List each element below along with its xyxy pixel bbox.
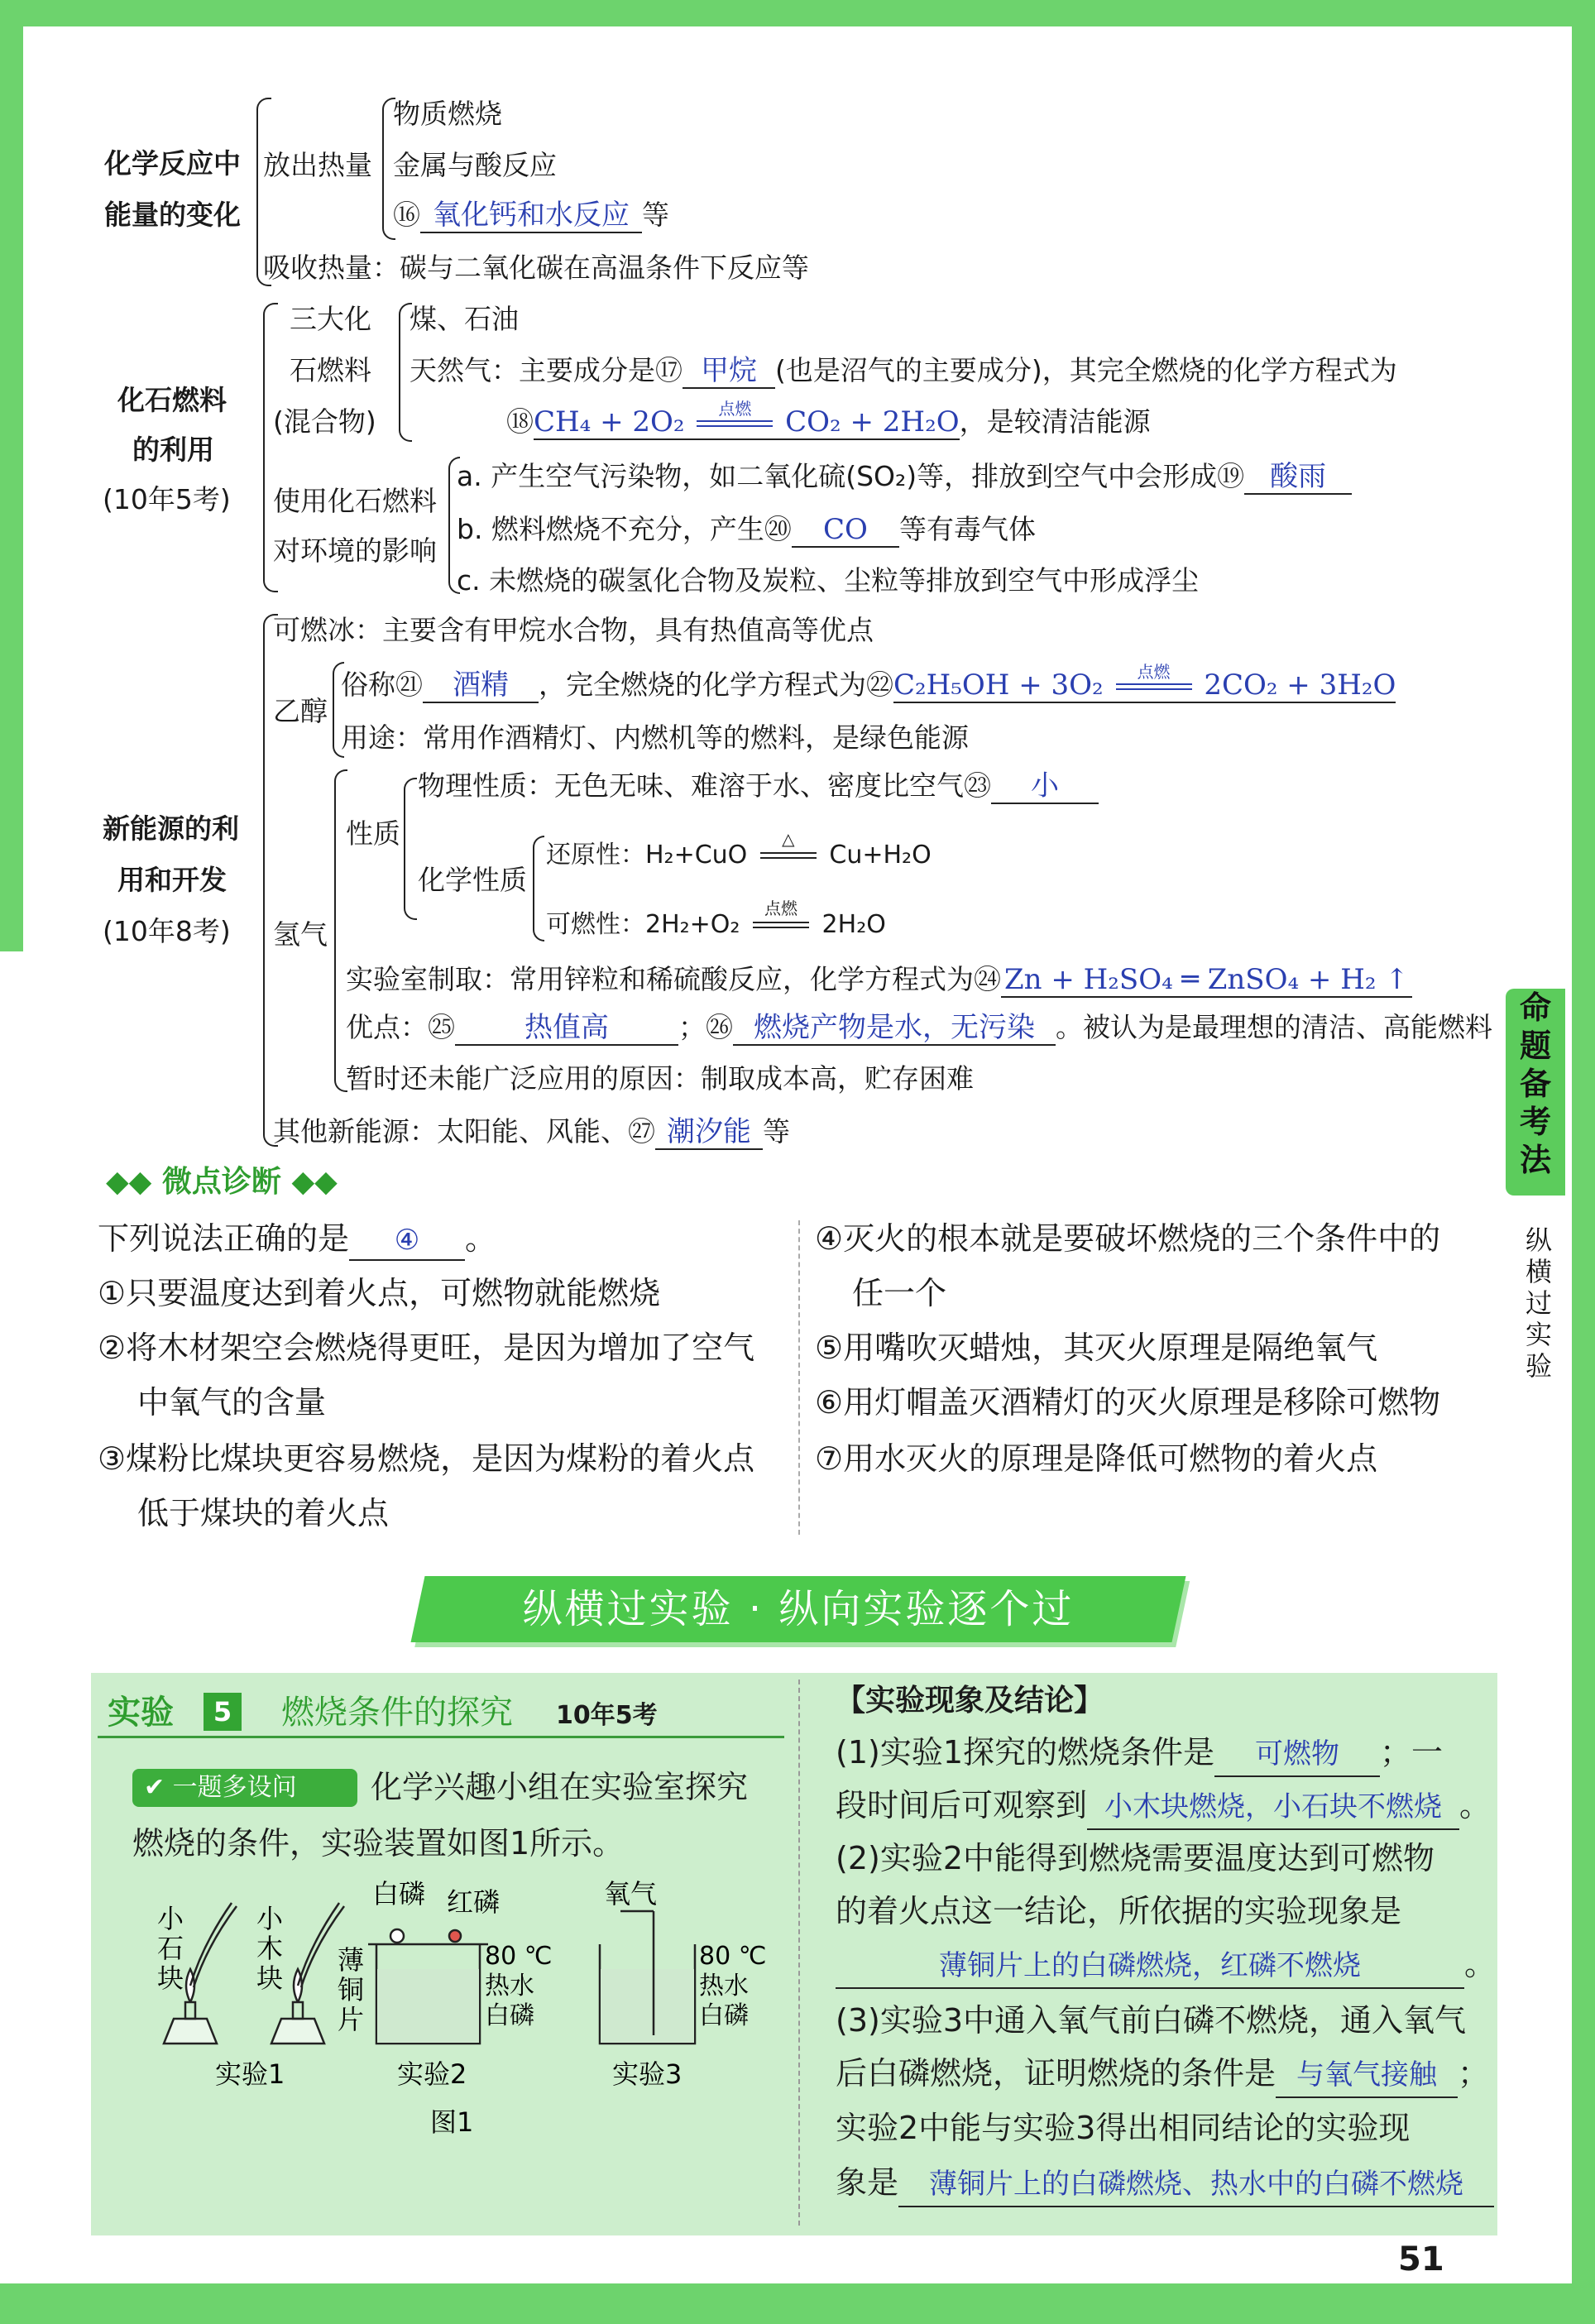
q2-line1: (2)实验2中能得到燃烧需要温度达到可燃物	[836, 1840, 1435, 1876]
advantages-suffix: 。被认为是最理想的清洁、高能燃料	[1056, 1011, 1492, 1043]
figure-1	[124, 1878, 786, 2176]
ethanol-use: 用途：常用作酒精灯、内燃机等的燃料，是绿色能源	[341, 721, 969, 754]
combustibility-condition: 点燃	[764, 898, 798, 918]
eq18-condition: 点燃	[718, 399, 752, 419]
ethanol-name-suffix: ，完全燃烧的化学方程式为㉒	[539, 668, 893, 701]
eq22-right: 2CO₂ + 3H₂O	[1204, 668, 1396, 702]
section1-heading-line1: 化学反应中	[104, 147, 241, 180]
experiment-divider	[798, 1680, 800, 2226]
ethanol-label: 乙醇	[273, 695, 328, 727]
answer-21: 酒精	[423, 668, 539, 703]
impact-label: 对环境的影响	[273, 534, 437, 567]
side-tab-method: 命 题 备 考 法	[1506, 989, 1565, 1196]
answer-27: 潮汐能	[655, 1115, 763, 1150]
advantages-prefix: 优点：㉕	[346, 1011, 455, 1043]
label-oxygen: 氧气	[604, 1878, 658, 1910]
section3-heading-line1: 新能源的利	[103, 812, 239, 845]
beaker-2	[368, 1929, 488, 2044]
answer-16: 氧化钙和水反应	[420, 199, 642, 233]
diagnosis-option: ①只要温度达到着火点，可燃物就能燃烧	[98, 1275, 661, 1311]
chemical-brace	[533, 836, 544, 942]
diagnosis-option: ②将木材架空会燃烧得更旺，是因为增加了空气	[98, 1330, 755, 1366]
page-number: 51	[1398, 2240, 1444, 2278]
section2-heading-line2: 的利用	[132, 434, 214, 466]
eq18-right: CO₂ + 2H₂O	[785, 405, 960, 438]
q3-line2-suffix: ；	[1458, 2055, 1490, 2092]
caption-exp1: 实验1	[215, 2058, 285, 2090]
diagnosis-question: 下列说法正确的是	[98, 1220, 350, 1257]
release-item: 物质燃烧	[393, 98, 502, 130]
blank-number-16: ⑯	[393, 199, 420, 231]
answer-q1: 可燃物	[1214, 1732, 1380, 1777]
impact-c: c. 未燃烧的碳氢化合物及炭粒、尘粒等排放到空气中形成浮尘	[457, 564, 1200, 597]
reducibility-condition: △	[782, 829, 795, 849]
answer-q1b: 小木块燃烧，小石块不燃烧	[1087, 1785, 1459, 1830]
section3-brace	[263, 614, 278, 1147]
answer-19: 酸雨	[1244, 460, 1352, 495]
answer-26: 燃烧产物是水，无污染	[733, 1011, 1056, 1046]
answer-22	[893, 662, 1396, 703]
section1-heading-line2: 能量的变化	[104, 199, 241, 231]
diagnosis-title: 微点诊断	[161, 1165, 281, 1199]
section2-heading-line3: (10年5考)	[103, 483, 231, 515]
impact-label: 使用化石燃料	[273, 485, 437, 517]
q1-line2-suffix: 。	[1459, 1787, 1492, 1823]
section3-heading-line3: (10年8考)	[103, 915, 231, 947]
suffix-deng: 等	[642, 199, 669, 231]
answer-23: 小	[991, 769, 1099, 804]
other-energy-prefix: 其他新能源：太阳能、风能、㉗	[273, 1115, 655, 1148]
properties-brace	[404, 778, 417, 920]
absorb-heat-line: 吸收热量：碳与二氧化碳在高温条件下反应等	[263, 252, 809, 284]
column-divider	[798, 1220, 800, 1535]
diagnosis-answer: ④	[349, 1221, 465, 1261]
fossil-fuel-label: 石燃料	[290, 354, 371, 386]
q1-text: (1)实验1探究的燃烧条件是	[836, 1734, 1215, 1771]
page-frame-right	[1572, 0, 1595, 2324]
experiment-intro: 燃烧的条件，实验装置如图1所示。	[132, 1825, 625, 1862]
diamond-icon: ◆◆	[291, 1165, 338, 1199]
advantages-mid: ；㉖	[678, 1011, 733, 1043]
lab-prep: 实验室制取：常用锌粒和稀硫酸反应，化学方程式为㉔	[346, 963, 1001, 995]
blank-number-18: ⑱	[506, 405, 534, 438]
experiment-stat: 10年5考	[556, 1701, 658, 1730]
q3-line1: (3)实验3中通入氧气前白磷不燃烧，通入氧气	[836, 2002, 1467, 2039]
caption-exp3: 实验3	[612, 2058, 683, 2090]
answer-q3: 与氧气接触	[1276, 2053, 1458, 2098]
eq22-left: C₂H₅OH + 3O₂	[893, 668, 1104, 702]
physical-properties: 物理性质：无色无味、难溶于水、密度比空气㉓	[418, 769, 991, 802]
q2-line2: 的着火点这一结论，所依据的实验现象是	[836, 1893, 1402, 1929]
diagnosis-question-end: 。	[465, 1220, 497, 1257]
label-small-stone: 小	[157, 1903, 184, 1934]
section-banner-text: 纵横过实验 · 纵向实验逐个过	[522, 1586, 1075, 1632]
experiment-intro: 化学兴趣小组在实验室探究	[371, 1769, 749, 1805]
label-small-wood: 小	[256, 1903, 284, 1934]
multi-question-tag: ✔ 一题多设问	[132, 1769, 357, 1807]
hydrogen-label: 氢气	[273, 918, 328, 951]
diagnosis-option-cont: 中氧气的含量	[137, 1384, 327, 1421]
eq18-left: CH₄ + 2O₂	[534, 405, 685, 438]
combustibility-left: 可燃性：2H₂+O₂	[546, 910, 740, 939]
q1-suffix: ；一	[1380, 1734, 1444, 1771]
q3-line4: 象是	[836, 2164, 899, 2201]
release-item: 金属与酸反应	[393, 149, 557, 181]
impact-a: a. 产生空气污染物，如二氧化硫(SO₂)等，排放到空气中会形成⑲	[457, 460, 1245, 492]
label-temperature-2: 80 ℃	[699, 1942, 767, 1971]
label-copper: 片	[338, 2004, 365, 2035]
label-red-phosphorus: 红磷	[447, 1886, 501, 1918]
q2-suffix: 。	[1464, 1946, 1497, 1982]
properties-label: 性质	[346, 817, 400, 850]
label-white-phosphorus-2: 白磷	[485, 2001, 534, 2030]
page-frame-left	[0, 0, 23, 951]
side-tab-experiment: 纵 横 过 实 验	[1525, 1224, 1552, 1382]
label-small-stone: 石	[157, 1933, 184, 1964]
combustibility-right: 2H₂O	[821, 910, 886, 939]
label-small-stone: 块	[157, 1962, 184, 1994]
answer-20: CO	[792, 513, 899, 548]
diagnosis-option: ⑦用水灭火的原理是降低可燃物的着火点	[815, 1440, 1378, 1477]
fossil-fuel-label: (混合物)	[273, 405, 376, 438]
answer-18	[534, 399, 960, 440]
answer-q2: 薄铜片上的白磷燃烧，红磷不燃烧	[836, 1944, 1464, 1989]
ethanol-name-prefix: 俗称㉑	[341, 668, 423, 701]
reducibility-left: 还原性：H₂+CuO	[546, 841, 748, 870]
other-energy-suffix: 等	[763, 1115, 790, 1148]
diamond-icon: ◆◆	[106, 1165, 152, 1199]
natural-gas-prefix: 天然气：主要成分是⑰	[410, 354, 683, 386]
answer-24: Zn + H₂SO₄ ═ ZnSO₄ + H₂ ↑	[1001, 963, 1412, 998]
label-temperature: 80 ℃	[485, 1942, 553, 1971]
label-small-wood: 木	[256, 1933, 284, 1964]
diagnosis-option: ⑤用嘴吹灭蜡烛，其灭火原理是隔绝氧气	[815, 1330, 1378, 1366]
results-title: 【实验现象及结论】	[836, 1684, 1104, 1718]
caption-exp2: 实验2	[397, 2058, 467, 2090]
reducibility-right: Cu+H₂O	[829, 841, 932, 870]
diagnosis-option-cont: 低于煤块的着火点	[137, 1495, 390, 1531]
beaker-3	[600, 1911, 695, 2044]
combustible-ice: 可燃冰：主要含有甲烷水合物，具有热值高等优点	[273, 614, 874, 646]
impact-b: b. 燃料燃烧不充分，产生⑳	[457, 513, 792, 545]
answer-q3b: 薄铜片上的白磷燃烧、热水中的白磷不燃烧	[898, 2163, 1494, 2207]
label-hot-water: 热水	[485, 1972, 534, 2001]
diagnosis-option: ③煤粉比煤块更容易燃烧，是因为煤粉的着火点	[98, 1440, 755, 1477]
diagnosis-option-cont: 任一个	[852, 1275, 947, 1311]
limitation: 暂时还未能广泛应用的原因：制取成本高，贮存困难	[346, 1062, 974, 1095]
label-copper: 铜	[338, 1974, 365, 2005]
figure-caption: 图1	[430, 2106, 474, 2138]
label-hot-water-2: 热水	[699, 1972, 749, 2001]
section3-heading-line2: 用和开发	[117, 864, 227, 896]
q1-line2: 段时间后可观察到	[836, 1787, 1088, 1823]
experiment-label: 实验	[108, 1694, 174, 1732]
eq22-condition: 点燃	[1137, 662, 1171, 682]
release-heat-label: 放出热量	[263, 149, 372, 181]
answer-25: 热值高	[455, 1011, 678, 1046]
experiment-title: 燃烧条件的探究	[281, 1694, 513, 1732]
answer-17: 甲烷	[683, 354, 775, 389]
label-small-wood: 块	[256, 1962, 284, 1994]
diagnosis-option: ⑥用灯帽盖灭酒精灯的灭火原理是移除可燃物	[815, 1384, 1441, 1421]
q3-line2: 后白磷燃烧，证明燃烧的条件是	[836, 2055, 1276, 2092]
coal-oil: 煤、石油	[410, 303, 519, 335]
chemical-properties-label: 化学性质	[418, 864, 527, 896]
impact-b-suffix: 等有毒气体	[898, 513, 1036, 545]
q3-line3: 实验2中能与实验3得出相同结论的实验现	[836, 2110, 1411, 2146]
label-copper: 薄	[338, 1944, 365, 1976]
label-white-phosphorus: 白磷	[372, 1878, 426, 1910]
page-frame-top	[0, 0, 1595, 26]
eq18-suffix: ，是较清洁能源	[959, 405, 1151, 438]
natural-gas-suffix: (也是沼气的主要成分)，其完全燃烧的化学方程式为	[775, 354, 1397, 386]
experiment-number: 5	[204, 1693, 242, 1731]
fossil-fuel-label: 三大化	[290, 303, 371, 335]
page-frame-bottom	[0, 2283, 1595, 2324]
diagnosis-option: ④灭火的根本就是要破坏燃烧的三个条件中的	[815, 1220, 1441, 1257]
section2-heading-line1: 化石燃料	[117, 384, 227, 416]
label-white-phosphorus-3: 白磷	[699, 2001, 749, 2030]
